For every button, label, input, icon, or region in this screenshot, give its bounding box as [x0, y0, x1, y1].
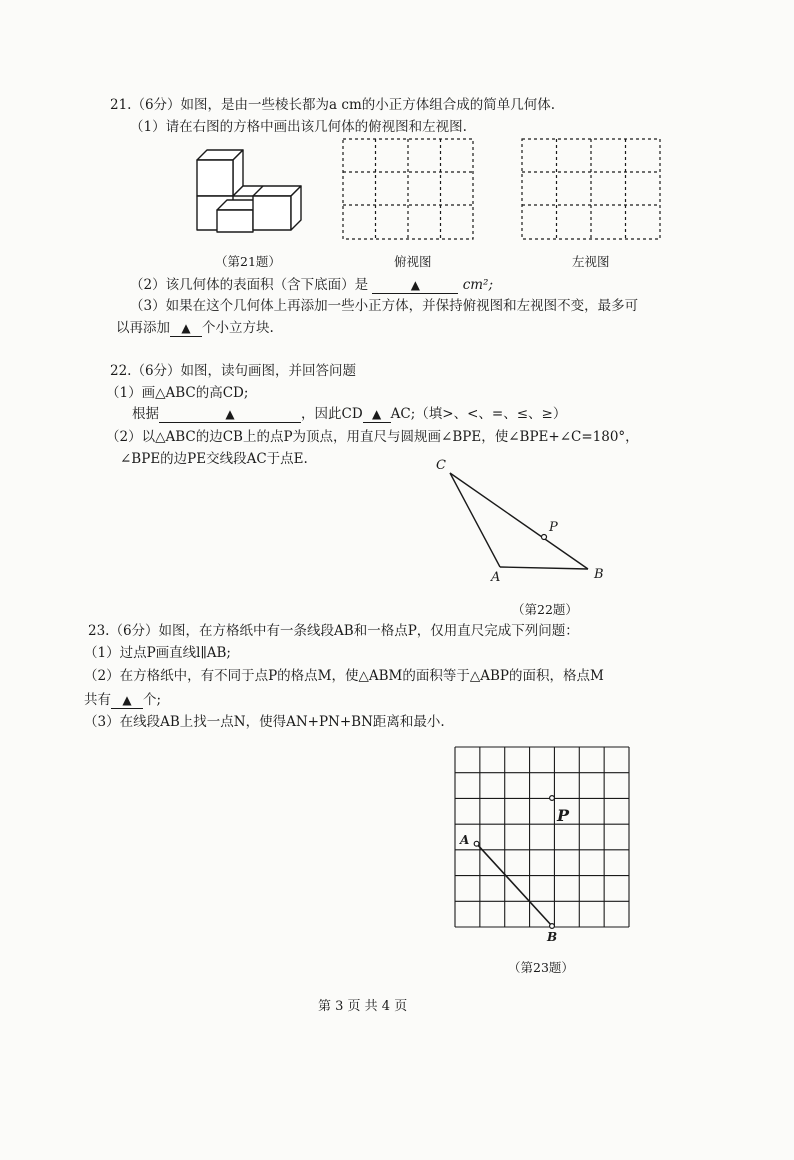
- q21-top-view-label: 俯视图: [394, 254, 432, 269]
- q22-stem: 22.（6分）如图，读句画图，并回答问题: [110, 363, 357, 379]
- answer-marker: ▲: [181, 321, 191, 335]
- q23-part2-line1: （2）在方格纸中，有不同于点P的格点M，使△ABM的面积等于△ABP的面积，格点M: [84, 668, 604, 684]
- q21-stem: 21.（6分）如图，是由一些棱长都为a cm的小正方体组合成的简单几何体.: [110, 97, 556, 113]
- q23-figure-caption: （第23题）: [508, 960, 574, 975]
- q22-part1b: [132, 408, 566, 423]
- q22-part2-line1: （2）以△ABC的边CB上的点P为顶点，用直尺与圆规画∠BPE，使∠BPE+∠C=180°，: [106, 429, 639, 445]
- q22-label-C: C: [436, 458, 446, 473]
- answer-marker: ▲: [372, 407, 382, 421]
- point-P: [550, 796, 555, 801]
- q21-part1: （1）请在右图的方格中画出该几何体的俯视图和左视图.: [130, 119, 467, 135]
- q21-cube-figure: [185, 148, 310, 233]
- q21-figure-caption: （第21题）: [215, 254, 281, 269]
- q21-part3-suffix: 个小立方块.: [202, 320, 274, 336]
- segment-AB: [477, 844, 552, 926]
- q21-part3-line2: [116, 322, 274, 337]
- q23-label-A: A: [460, 833, 470, 847]
- q23-part3: （3）在线段AB上找一点N，使得AN+PN+BN距离和最小.: [84, 714, 445, 730]
- point-B: [550, 924, 555, 929]
- answer-marker: ▲: [122, 693, 132, 707]
- q21-part2: [130, 279, 493, 294]
- answer-marker: ▲: [225, 407, 235, 421]
- q21-left-view-grid: [522, 139, 660, 239]
- q22-label-A: A: [491, 570, 501, 585]
- q22-part1b-suffix: AC;（填>、<、=、≤、≥）: [390, 406, 567, 422]
- side-CA: [450, 473, 500, 567]
- side-AB: [500, 567, 588, 569]
- q22-label-B: B: [594, 567, 604, 582]
- point-A: [474, 841, 479, 846]
- q23-label-P: P: [557, 806, 570, 825]
- q21-part3-answer-blank[interactable]: [170, 322, 202, 337]
- q22-reason-blank[interactable]: [159, 408, 301, 423]
- q21-top-view-grid: [343, 139, 473, 239]
- q23-grid-figure: [454, 746, 632, 932]
- point-P: [542, 535, 547, 540]
- q22-part1b-mid: ，因此CD: [301, 406, 363, 422]
- q23-part2-line2: [84, 694, 161, 709]
- q21-part3-prefix: 以再添加: [116, 320, 170, 336]
- q21-part3-line1: （3）如果在这个几何体上再添加一些小正方体，并保持俯视图和左视图不变，最多可: [130, 298, 639, 314]
- q23-label-B: B: [547, 930, 558, 944]
- q23-part2-prefix: 共有: [84, 692, 111, 708]
- q23-part2-suffix: 个;: [143, 692, 162, 708]
- q22-label-P: P: [549, 520, 558, 535]
- q22-part2-line2: ∠BPE的边PE交线段AC于点E.: [120, 451, 308, 467]
- q22-part1: （1）画△ABC的高CD;: [106, 385, 249, 401]
- q21-part2-answer-blank[interactable]: [372, 279, 458, 294]
- q21-left-view-label: 左视图: [572, 254, 610, 269]
- q21-part2-prefix: （2）该几何体的表面积（含下底面）是: [130, 277, 369, 293]
- q22-part1b-prefix: 根据: [132, 406, 159, 422]
- q22-compare-blank[interactable]: [363, 408, 391, 423]
- q21-part2-unit: cm²;: [462, 277, 494, 293]
- q22-triangle-figure: [430, 455, 610, 585]
- q22-figure-caption: （第22题）: [512, 602, 578, 617]
- q23-part1: （1）过点P画直线l∥AB;: [84, 645, 231, 661]
- answer-marker: ▲: [410, 278, 420, 292]
- q23-stem: 23.（6分）如图，在方格纸中有一条线段AB和一格点P，仅用直尺完成下列问题：: [88, 623, 579, 639]
- q23-count-blank[interactable]: [111, 694, 143, 709]
- side-CB: [450, 473, 588, 569]
- page-footer: 第 3 页 共 4 页: [318, 999, 408, 1014]
